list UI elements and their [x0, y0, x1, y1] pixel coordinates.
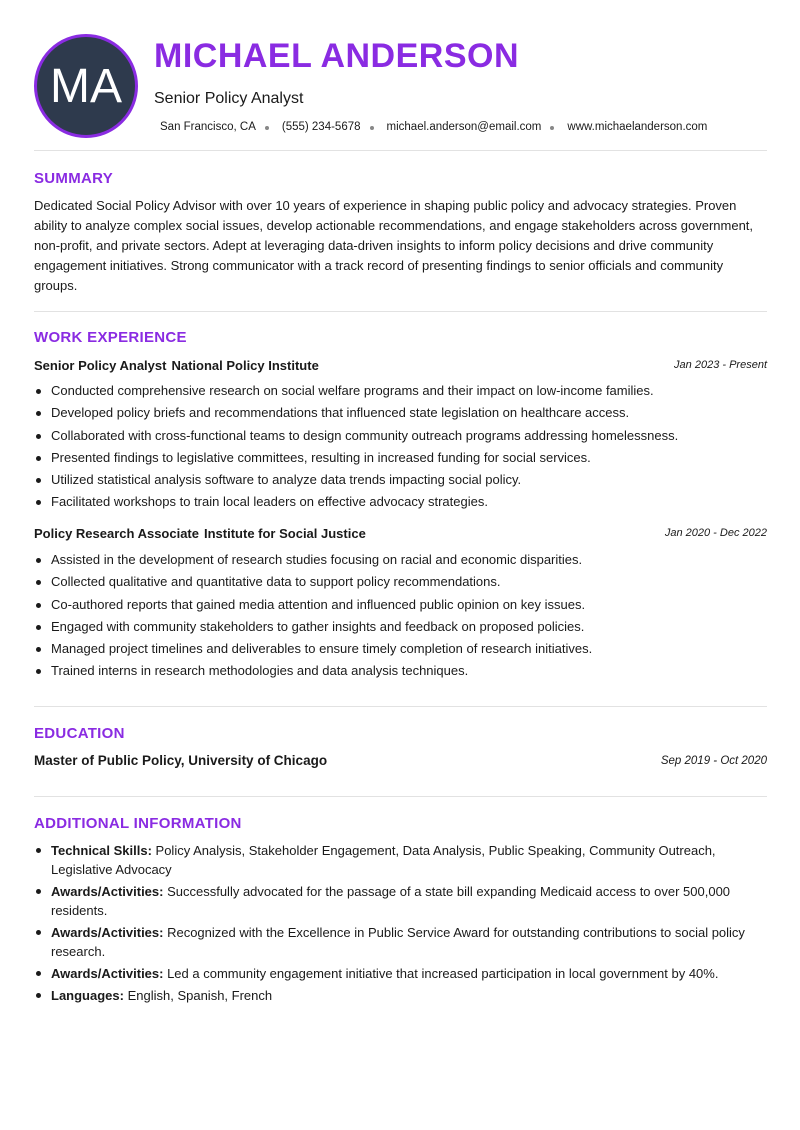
job-title-line: [34, 358, 319, 373]
list-item: Facilitated workshops to train local leaders on effective advocacy strategies.: [34, 491, 767, 513]
item-text: Policy Analysis, Stakeholder Engagement, Data Analysis, Public Speaking, Community Outreach, Legislative Advocacy: [51, 843, 716, 877]
job-header: [34, 358, 767, 376]
education-degree: Master of Public Policy, University of Chicago: [34, 753, 328, 768]
list-item: Trained interns in research methodologies and data analysis techniques.: [34, 660, 767, 682]
list-item: [34, 923, 767, 961]
job-bullets: [34, 380, 767, 514]
contact-info: [160, 121, 707, 133]
job-dates: Jan 2020 - Dec 2022: [664, 527, 767, 539]
experience-heading: WORK EXPERIENCE: [34, 329, 187, 346]
item-label: Technical Skills:: [51, 843, 152, 858]
additional-heading: ADDITIONAL INFORMATION: [34, 815, 242, 832]
summary-heading: SUMMARY: [34, 170, 114, 187]
education-dates: Sep 2019 - Oct 2020: [660, 755, 767, 767]
list-item: Collected qualitative and quantitative data to support policy recommendations.: [34, 571, 767, 593]
list-item: Assisted in the development of research studies focusing on racial and economic disparities.: [34, 549, 767, 571]
list-item: [34, 882, 767, 920]
contact-email[interactable]: michael.anderson@email.com: [386, 121, 542, 133]
list-item: Collaborated with cross-functional teams to design community outreach programs addressing homelessness.: [34, 425, 767, 447]
contact-location: San Francisco, CA: [160, 121, 256, 133]
separator-dot: [265, 126, 269, 130]
list-item: Conducted comprehensive research on social welfare programs and their impact on low-income families.: [34, 380, 767, 402]
job-org: National Policy Institute: [171, 358, 319, 373]
candidate-name: MICHAEL ANDERSON: [154, 37, 520, 75]
resume-header: [34, 34, 767, 138]
separator-dot: [370, 126, 374, 130]
list-item: Co-authored reports that gained media attention and influenced public opinion on key issues.: [34, 594, 767, 616]
candidate-title: Senior Policy Analyst: [154, 90, 304, 107]
summary-text: Dedicated Social Policy Advisor with over 10 years of experience in shaping public policy and advocacy strategies. Proven ability to analyze complex social issues, develop actionable recommendations, and engage stakeholders across government, non-profit, and private sectors. Adept at leveraging data-driven insights to inform policy decisions and drive community engagement initiatives. Strong communicator with a track record of presenting findings to senior officials and community groups.: [34, 198, 754, 293]
contact-website[interactable]: www.michaelanderson.com: [567, 121, 708, 133]
job-org: Institute for Social Justice: [204, 526, 366, 541]
job-role: Policy Research Associate: [34, 526, 199, 541]
item-label: Awards/Activities:: [51, 925, 164, 940]
additional-list: [34, 841, 767, 1008]
list-item: Presented findings to legislative committees, resulting in increased funding for social services.: [34, 447, 767, 469]
list-item: [34, 841, 767, 879]
job-role: Senior Policy Analyst: [34, 358, 167, 373]
item-text: English, Spanish, French: [123, 988, 273, 1003]
section-divider: [34, 796, 767, 797]
list-item: Developed policy briefs and recommendations that influenced state legislation on healthcare access.: [34, 402, 767, 424]
job-title-line: [34, 526, 366, 541]
list-item: Managed project timelines and deliverables to ensure timely completion of research initiatives.: [34, 638, 767, 660]
separator-dot: [550, 126, 554, 130]
list-item: Engaged with community stakeholders to gather insights and feedback on proposed policies.: [34, 616, 767, 638]
avatar-initials: MA: [50, 59, 122, 113]
section-divider: [34, 150, 767, 151]
education-entry: [34, 753, 767, 771]
item-label: Languages:: [51, 988, 124, 1003]
list-item: [34, 964, 767, 983]
item-text: Led a community engagement initiative that increased participation in local government by 40%.: [163, 966, 719, 981]
contact-phone: (555) 234-5678: [281, 121, 361, 133]
item-label: Awards/Activities:: [51, 884, 164, 899]
item-text: Recognized with the Excellence in Public Service Award for outstanding contributions to social policy research.: [51, 925, 745, 959]
section-divider: [34, 706, 767, 707]
job-header: [34, 526, 767, 544]
list-item: [34, 986, 767, 1005]
job-dates: Jan 2023 - Present: [674, 359, 767, 371]
list-item: Utilized statistical analysis software to analyze data trends impacting social policy.: [34, 469, 767, 491]
item-label: Awards/Activities:: [51, 966, 164, 981]
job-bullets: [34, 549, 767, 683]
item-text: Successfully advocated for the passage of a state bill expanding Medicaid access to over 500,000 residents.: [51, 884, 731, 918]
education-heading: EDUCATION: [34, 725, 125, 742]
section-divider: [34, 311, 767, 312]
avatar: [34, 34, 138, 138]
